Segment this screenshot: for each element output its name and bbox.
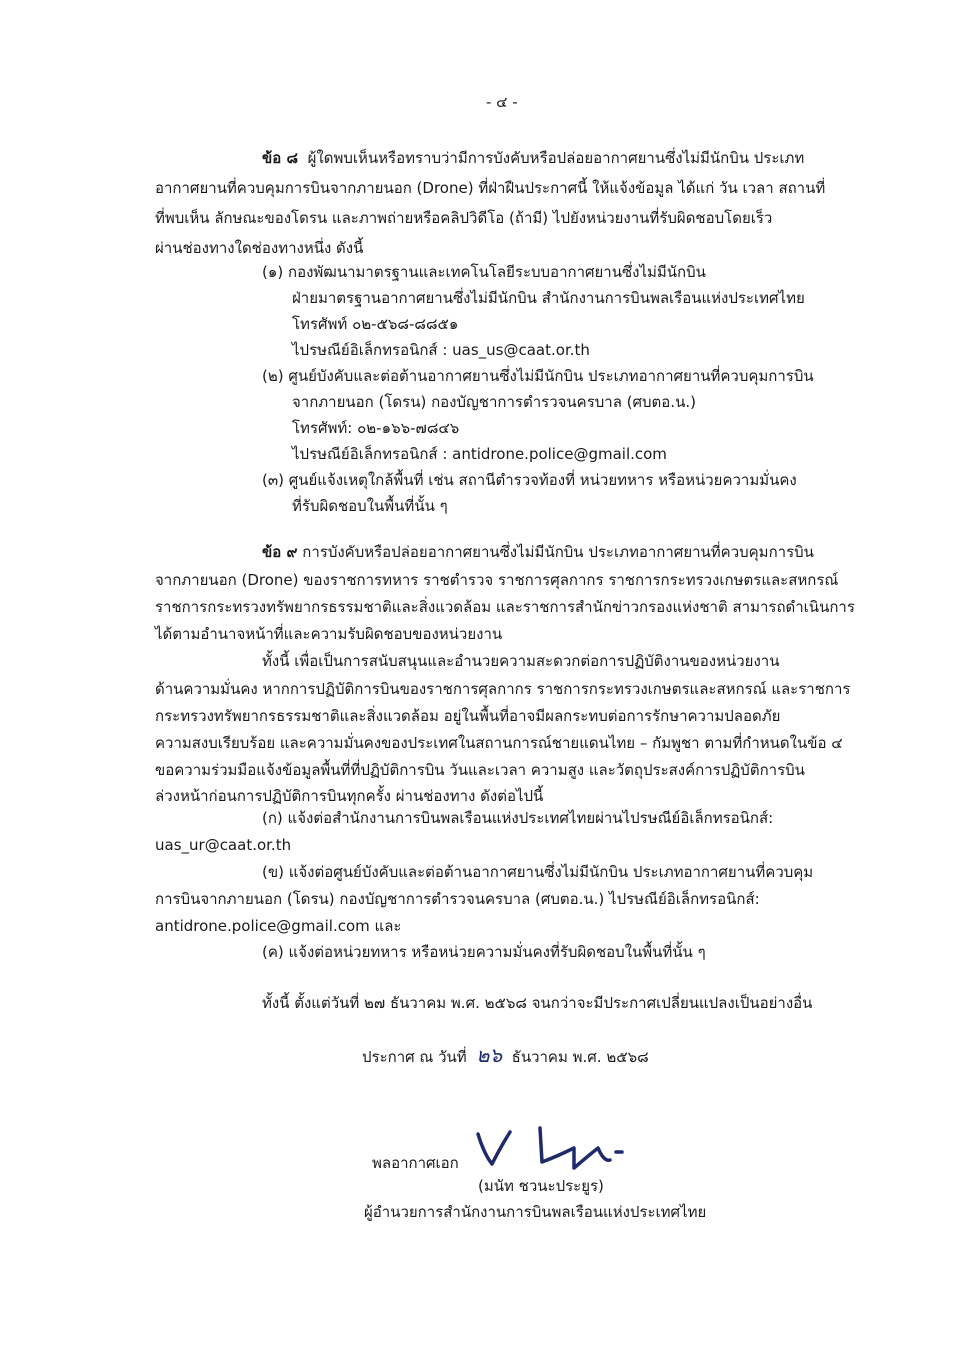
clause8-item2-line1: (๒) ศูนย์บังคับและต่อต้านอากาศยานซึ่งไม่มีนักบิน ประเภทอากาศยานที่ควบคุมการบิน [262, 367, 814, 385]
clause8-line4: ผ่านช่องทางใดช่องทางหนึ่ง ดังนี้ [155, 239, 364, 257]
clause9-para2-line6: ล่วงหน้าก่อนการปฏิบัติการบินทุกครั้ง ผ่านช่องทาง ดังต่อไปนี้ [155, 787, 544, 805]
clause8-item3-line1: (๓) ศูนย์แจ้งเหตุใกล้พื้นที่ เช่น สถานีตำรวจท้องที่ หน่วยทหาร หรือหน่วยความมั่นคง [262, 471, 797, 489]
signer-title: ผู้อำนวยการสำนักงานการบินพลเรือนแห่งประเทศไทย [364, 1203, 707, 1221]
announce-line [362, 1045, 649, 1067]
clause8-item2-phone: โทรศัพท์: ๐๒-๑๖๖-๗๘๔๖ [292, 419, 460, 437]
clause8-item1-phone: โทรศัพท์ ๐๒-๕๖๘-๘๘๕๑ [292, 315, 459, 333]
clause9-para2-line3: กระทรวงทรัพยากรธรรมชาติและสิ่งแวดล้อม อยู่ในพื้นที่อาจมีผลกระทบต่อการรักษาความปลอดภัย [155, 707, 781, 725]
clause9-subC-line1: (ค) แจ้งต่อหน่วยทหาร หรือหน่วยความมั่นคงที่รับผิดชอบในพื้นที่นั้น ๆ [262, 943, 706, 961]
clause8-item2-line2: จากภายนอก (โดรน) กองบัญชาการตำรวจนครบาล (ศบตอ.น.) [292, 393, 696, 411]
clause8-line2: อากาศยานที่ควบคุมการบินจากภายนอก (Drone) ที่ฝ่าฝืนประกาศนี้ ให้แจ้งข้อมูล ได้แก่ วัน เวลา สถานที่ [155, 179, 826, 197]
clause9-para2-line4: ความสงบเรียบร้อย และความมั่นคงของประเทศในสถานการณ์ชายแดนไทย – กัมพูชา ตามที่กำหนดในข้อ ๔ [155, 734, 843, 752]
clause8-line3: ที่พบเห็น ลักษณะของโดรน และภาพถ่ายหรือคลิปวิดีโอ (ถ้ามี) ไปยังหน่วยงานที่รับผิดชอบโดยเร็ว [155, 209, 773, 227]
clause9-line3: ราชการกระทรวงทรัพยากรธรรมชาติและสิ่งแวดล้อม และราชการสำนักข่าวกรองแห่งชาติ สามารถดำเนินการ [155, 598, 855, 616]
clause8-item1-line1: (๑) กองพัฒนามาตรฐานและเทคโนโลยีระบบอากาศยานซึ่งไม่มีนักบิน [262, 263, 706, 281]
clause8-item1-line2: ฝ่ายมาตรฐานอากาศยานซึ่งไม่มีนักบิน สำนักงานการบินพลเรือนแห่งประเทศไทย [292, 289, 805, 307]
clause9-para2-line2: ด้านความมั่นคง หากการปฏิบัติการบินของราชการศุลกากร ราชการกระทรวงเกษตรและสหกรณ์ และราชการ [155, 680, 851, 698]
clause9-subA-line1: (ก) แจ้งต่อสำนักงานการบินพลเรือนแห่งประเทศไทยผ่านไปรษณีย์อิเล็กทรอนิกส์: [262, 809, 774, 827]
clause9-line2: จากภายนอก (Drone) ของราชการทหาร ราชตำรวจ ราชการศุลกากร ราชการกระทรวงเกษตรและสหกรณ์ [155, 571, 839, 589]
clause8-line1 [262, 148, 804, 168]
announce-suffix: ธันวาคม พ.ศ. ๒๕๖๘ [511, 1048, 649, 1066]
clause9-line4: ได้ตามอำนาจหน้าที่และความรับผิดชอบของหน่วยงาน [155, 625, 503, 643]
signer-rank: พลอากาศเอก [372, 1154, 459, 1172]
clause9-subB-email: antidrone.police@gmail.com และ [155, 917, 402, 935]
clause9-heading: ข้อ ๙ [262, 543, 298, 561]
clause9-subB-line2: การบินจากภายนอก (โดรน) กองบัญชาการตำรวจนครบาล (ศบตอ.น.) ไปรษณีย์อิเล็กทรอนิกส์: [155, 890, 760, 908]
effective-date-statement: ทั้งนี้ ตั้งแต่วันที่ ๒๗ ธันวาคม พ.ศ. ๒๕๖๘ จนกว่าจะมีประกาศเปลี่ยนแปลงเป็นอย่างอื่น [262, 994, 813, 1012]
page-number: - ๔ - [486, 93, 518, 111]
clause8-item2-email: ไปรษณีย์อิเล็กทรอนิกส์ : antidrone.police@gmail.com [292, 445, 667, 463]
clause9-subB-line1: (ข) แจ้งต่อศูนย์บังคับและต่อต้านอากาศยานซึ่งไม่มีนักบิน ประเภทอากาศยานที่ควบคุม [262, 863, 814, 881]
clause8-heading: ข้อ ๘ [262, 149, 299, 167]
clause9-subA-email: uas_ur@caat.or.th [155, 836, 292, 854]
signer-name: (มนัท ชวนะประยูร) [478, 1177, 604, 1195]
announce-day: ๒๖ [476, 1043, 503, 1067]
announce-prefix: ประกาศ ณ วันที่ [362, 1048, 467, 1066]
clause9-para2-line5: ขอความร่วมมือแจ้งข้อมูลพื้นที่ที่ปฏิบัติการบิน วันและเวลา ความสูง และวัตถุประสงค์การปฏิบัติการบิน [155, 761, 805, 779]
clause8-item3-line2: ที่รับผิดชอบในพื้นที่นั้น ๆ [292, 497, 448, 515]
clause8-item1-email: ไปรษณีย์อิเล็กทรอนิกส์ : uas_us@caat.or.th [292, 341, 590, 359]
clause9-text-1: การบังคับหรือปล่อยอากาศยานซึ่งไม่มีนักบิน ประเภทอากาศยานที่ควบคุมการบิน [302, 543, 814, 561]
clause8-text-1: ผู้ใดพบเห็นหรือทราบว่ามีการบังคับหรือปล่อยอากาศยานซึ่งไม่มีนักบิน ประเภท [307, 149, 805, 167]
handwritten-signature [470, 1118, 640, 1178]
clause9-line1 [262, 542, 814, 562]
clause9-para2-line1: ทั้งนี้ เพื่อเป็นการสนับสนุนและอำนวยความสะดวกต่อการปฏิบัติงานของหน่วยงาน [262, 652, 780, 670]
